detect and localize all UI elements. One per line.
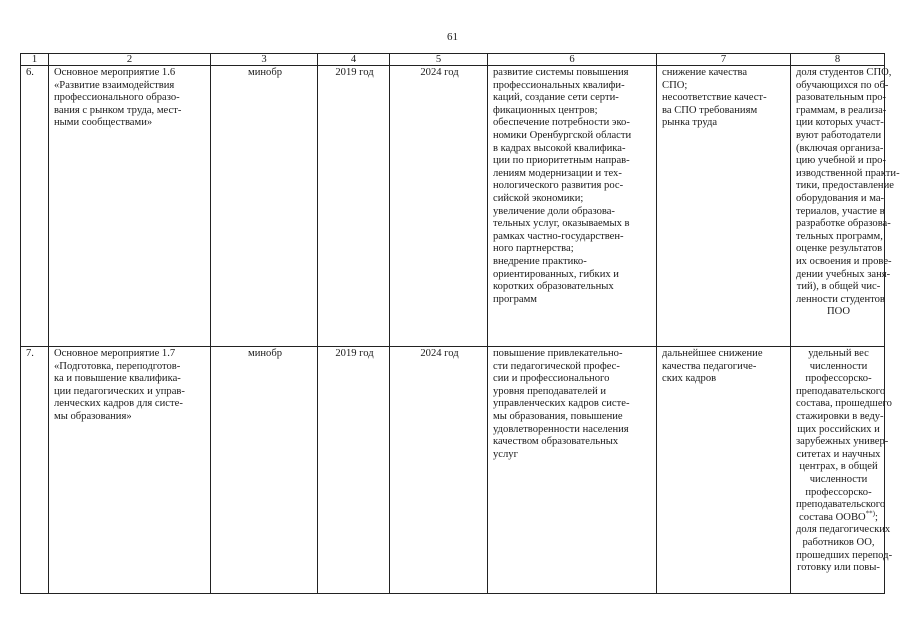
indicator-line: дении учебных заня- (796, 268, 891, 280)
result-line: фикационных центров; (493, 104, 598, 116)
indicator-line: центрах, в общей (799, 461, 878, 473)
result-line: рамках частно-государствен- (493, 230, 624, 242)
indicator-line: тики, предоставление (796, 180, 894, 192)
indicator-line: (включая организа- (796, 142, 884, 154)
result-line: в кадрах высокой квалифика- (493, 142, 626, 154)
risk-line: рынка труда (662, 117, 718, 129)
measure-line: ленческих кадров для систе- (54, 398, 183, 410)
result-line: коротких образовательных (493, 281, 614, 293)
indicator-line: профессорско- (805, 373, 872, 385)
indicator-line (796, 509, 881, 525)
result-line: внедрение практико- (493, 255, 587, 267)
indicators-cell (791, 66, 900, 347)
result-line: номики Оренбургской области (493, 129, 632, 141)
indicator-line: оборудования и ма- (796, 192, 885, 204)
indicator-line: готовку или повы- (797, 562, 880, 574)
executor-cell: минобр (211, 347, 318, 594)
indicator-line: цию учебной и про- (796, 155, 887, 167)
result-line: уровня преподавателей и (493, 385, 607, 397)
measure-line: Основное мероприятие 1.7 (54, 348, 176, 359)
measure-cell (49, 66, 211, 347)
indicator-line: преподавательского (796, 385, 886, 397)
indicator-suffix: ; (875, 511, 878, 523)
result-line: ориентированных, гибких и (493, 268, 619, 280)
result-line: каций, создание сети серти- (493, 92, 619, 104)
table-row (21, 66, 885, 347)
indicator-line: работников ОО, (802, 536, 875, 548)
indicator-line: численности (809, 360, 868, 372)
indicator-line: состава, прошедшего (796, 398, 892, 410)
result-line: удовлетворенности населения (493, 423, 629, 435)
col-header: 5 (390, 54, 488, 66)
indicator-line: тий), в общей чис- (796, 281, 881, 293)
col-header: 8 (791, 54, 885, 66)
end-year-cell: 2024 год (390, 66, 488, 347)
result-cell (488, 66, 657, 347)
result-line: ного партнерства; (493, 243, 574, 255)
risk-line: снижение качества (662, 67, 748, 78)
result-line: развитие системы повышения (493, 67, 629, 78)
footnote-mark: **) (865, 509, 876, 518)
risk-line: ва СПО требованиям (662, 104, 758, 116)
result-line: управленческих кадров систе- (493, 398, 630, 410)
measure-line: профессионального образо- (54, 92, 180, 104)
result-line: увеличение доли образова- (493, 205, 615, 217)
result-line: ции по приоритетным направ- (493, 155, 630, 167)
indicator-line: териалов, участие в (796, 205, 885, 217)
indicator-line: прошедших перепод- (796, 549, 893, 561)
indicators-cell (791, 347, 893, 594)
col-header: 2 (49, 54, 211, 66)
measure-line: ными сообществами» (54, 117, 153, 129)
result-line: сийской экономики; (493, 192, 584, 204)
measure-line: мы образования» (54, 410, 132, 422)
indicator-line: изводственной практи- (796, 167, 900, 179)
result-line: сти педагогической профес- (493, 360, 620, 372)
result-line: тельных услуг, оказываемых в (493, 218, 630, 230)
risk-line: несоответствие качест- (662, 92, 767, 104)
indicator-line: обучающихся по об- (796, 79, 889, 91)
measure-line: «Развитие взаимодействия (54, 79, 175, 91)
result-line: профессиональных квалифи- (493, 79, 625, 91)
result-line: услуг (493, 448, 518, 460)
measure-line: ка и повышение квалифика- (54, 373, 181, 385)
risk-line: СПО; (662, 79, 688, 91)
result-line: качеством образовательных (493, 436, 619, 448)
indicator-line: профессорско- (805, 486, 872, 498)
indicator-line: стажировки в веду- (796, 410, 884, 422)
col-header: 1 (21, 54, 49, 66)
risks-cell (657, 347, 791, 594)
indicator-line: разовательным про- (796, 92, 887, 104)
indicator-line: щих российских и (797, 423, 880, 435)
risk-line: качества педагогиче- (662, 360, 757, 372)
result-line: нологического развития рос- (493, 180, 624, 192)
result-line: программ (493, 293, 538, 305)
result-line: обеспечение потребности эко- (493, 117, 630, 129)
indicator-line: численности (809, 473, 868, 485)
risk-line: ских кадров (662, 373, 717, 385)
measures-table (20, 53, 900, 594)
indicator-line: доля студентов СПО, (796, 67, 892, 78)
indicator-line: вуют работодатели (796, 129, 882, 141)
measure-line: «Подготовка, переподготов- (54, 360, 181, 372)
start-year-cell: 2019 год (318, 66, 390, 347)
indicator-line: оценке результатов (796, 243, 883, 255)
header-row (21, 54, 885, 66)
measure-line: вания с рынком труда, мест- (54, 104, 182, 116)
risk-line: дальнейшее снижение (662, 348, 763, 359)
indicator-text: состава ООВО (799, 511, 866, 523)
result-line: повышение привлекательно- (493, 348, 623, 359)
measure-line: Основное мероприятие 1.6 (54, 67, 176, 78)
indicator-line: преподавательского (796, 499, 886, 511)
row-number: 7. (21, 347, 49, 594)
indicator-line: тельных программ, (796, 230, 883, 242)
col-header: 3 (211, 54, 318, 66)
indicator-line: удельный вес (808, 348, 869, 359)
col-header: 6 (488, 54, 657, 66)
indicator-line: ПОО (827, 306, 850, 318)
result-line: сии и профессионального (493, 373, 610, 385)
indicator-line: доля педагогических (796, 524, 891, 536)
page-number: 61 (447, 31, 458, 43)
risks-cell (657, 66, 791, 347)
row-number: 6. (21, 66, 49, 347)
indicator-line: ции которых участ- (796, 117, 884, 129)
table-row (21, 347, 885, 594)
indicator-line: их освоения и прове- (796, 255, 892, 267)
measure-cell (49, 347, 211, 594)
result-cell (488, 347, 657, 594)
indicator-line: зарубежных универ- (796, 436, 889, 448)
executor-cell: минобр (211, 66, 318, 347)
indicator-line: граммам, в реализа- (796, 104, 887, 116)
result-line: лениям модернизации и тех- (493, 167, 622, 179)
indicator-line: ситетах и научных (796, 448, 881, 460)
col-header: 4 (318, 54, 390, 66)
col-header: 7 (657, 54, 791, 66)
measure-line: ции педагогических и управ- (54, 385, 185, 397)
result-line: мы образования, повышение (493, 410, 623, 422)
indicator-line: ленности студентов (796, 293, 885, 305)
start-year-cell: 2019 год (318, 347, 390, 594)
end-year-cell: 2024 год (390, 347, 488, 594)
indicator-line: разработке образова- (796, 218, 891, 230)
